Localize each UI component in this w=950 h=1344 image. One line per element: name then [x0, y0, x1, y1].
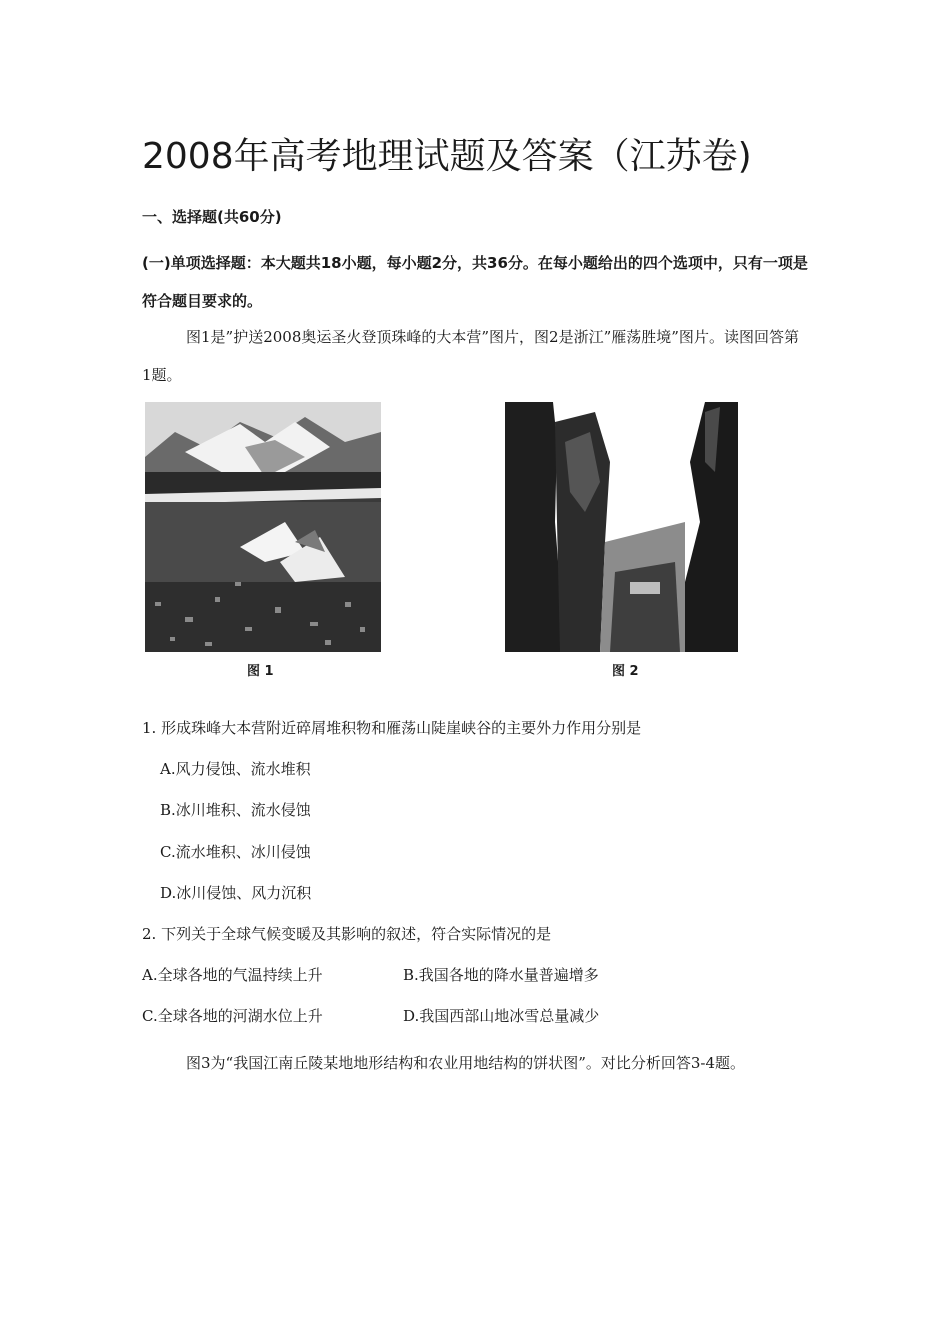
question-2-stem: 2. 下列关于全球气候变暖及其影响的叙述，符合实际情况的是 [142, 925, 552, 943]
figure-2-caption: 图 2 [612, 664, 639, 679]
question-1-option-a: A.风力侵蚀、流水堆积 [160, 760, 311, 778]
figure-2-image [505, 402, 738, 652]
section-heading: 一、选择题(共60分) [142, 208, 282, 226]
figure-intro: 图1是”护送2008奥运圣火登顶珠峰的大本营”图片，图2是浙江”雁荡胜境”图片。读图回答第1题。 [142, 328, 799, 384]
figure-3-intro: 图3为“我国江南丘陵某地地形结构和农业用地结构的饼状图”。对比分析回答3-4题。 [186, 1054, 746, 1072]
question-2-option-a: A.全球各地的气温持续上升 [142, 966, 323, 984]
figure-1-caption: 图 1 [247, 664, 274, 679]
question-2-option-b: B.我国各地的降水量普遍增多 [403, 966, 599, 984]
question-2-option-d: D.我国西部山地冰雪总量减少 [403, 1007, 600, 1025]
page-title: 2008年高考地理试题及答案（江苏卷) [142, 136, 752, 177]
question-1-option-d: D.冰川侵蚀、风力沉积 [160, 884, 312, 902]
question-2-option-c: C.全球各地的河湖水位上升 [142, 1007, 323, 1025]
question-1-stem: 1. 形成珠峰大本营附近碎屑堆积物和雁荡山陡崖峡谷的主要外力作用分别是 [142, 719, 642, 737]
question-1-option-b: B.冰川堆积、流水侵蚀 [160, 801, 311, 819]
figure-1-image [145, 402, 381, 652]
question-1-option-c: C.流水堆积、冰川侵蚀 [160, 843, 311, 861]
instructions: (一)单项选择题：本大题共18小题，每小题2分，共36分。在每小题给出的四个选项中，只有一项是符合题目要求的。 [142, 254, 808, 310]
